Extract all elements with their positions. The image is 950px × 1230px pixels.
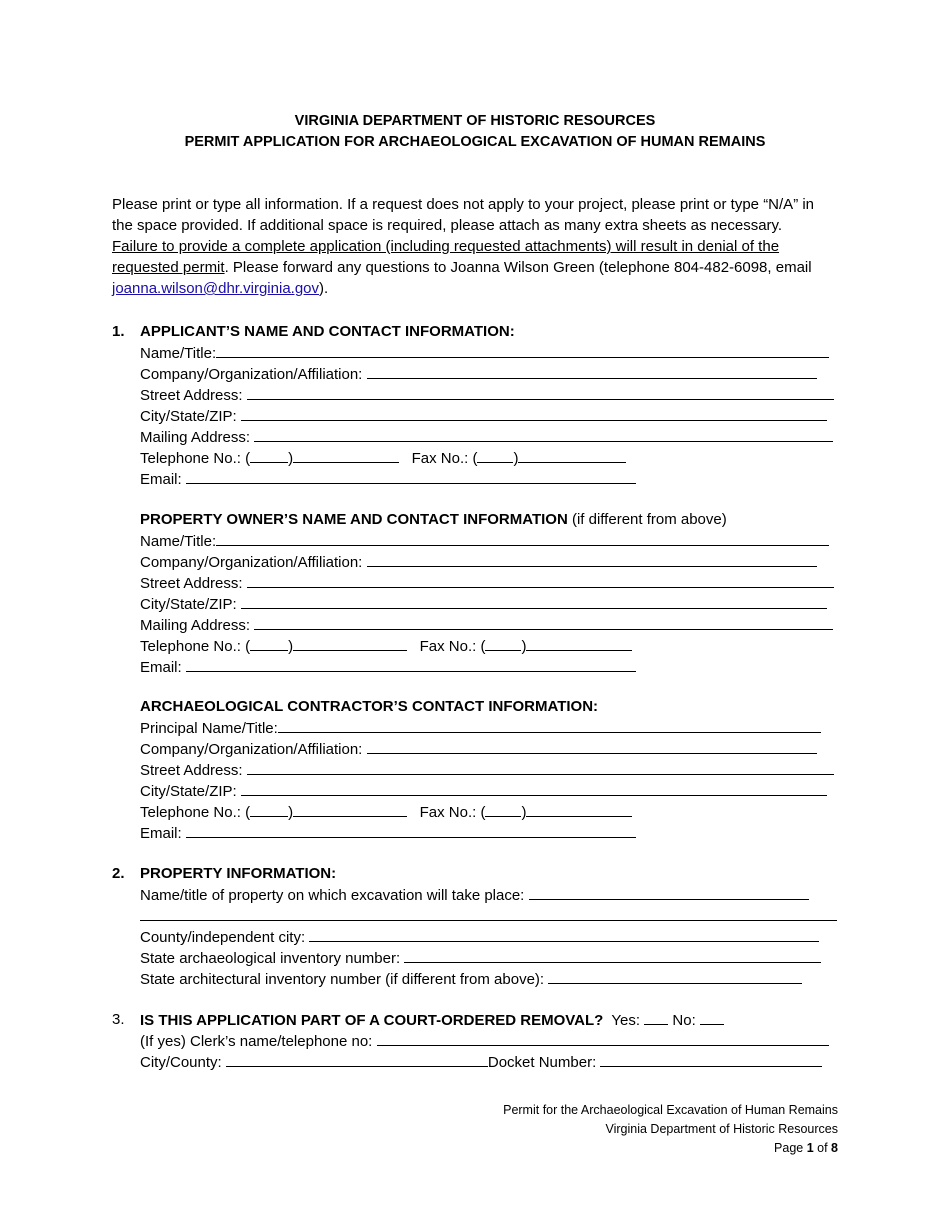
- contractor-phone-area-field[interactable]: [250, 801, 288, 817]
- paren-close: ): [513, 450, 519, 467]
- applicant-name-label: Name/Title:: [140, 345, 217, 362]
- architectural-inventory-field[interactable]: [548, 968, 802, 984]
- owner-heading-row: [140, 509, 727, 530]
- page-footer: [503, 1101, 838, 1158]
- paren-close: ): [288, 804, 294, 821]
- footer-form-name: Permit for the Archaeological Excavation of Human Remains: [503, 1103, 838, 1117]
- owner-city-row: [140, 593, 827, 614]
- city-county-label: City/County:: [140, 1054, 222, 1071]
- instructions-paragraph: [112, 194, 832, 299]
- contractor-fax-area-field[interactable]: [485, 801, 521, 817]
- owner-heading: PROPERTY OWNER’S NAME AND CONTACT INFORMATION: [140, 511, 568, 528]
- paren-close: ): [288, 638, 294, 655]
- owner-phone-label: Telephone No.: (: [140, 638, 251, 655]
- footer-agency: Virginia Department of Historic Resources: [605, 1122, 838, 1136]
- owner-email-label: Email:: [140, 659, 182, 676]
- applicant-fax-field[interactable]: [518, 447, 626, 463]
- applicant-city-label: City/State/ZIP:: [140, 408, 237, 425]
- contractor-fax-label: Fax No.: (: [419, 804, 486, 821]
- contractor-principal-row: [140, 717, 821, 738]
- applicant-name-row: [140, 342, 829, 363]
- owner-fax-area-field[interactable]: [485, 635, 521, 651]
- property-name-row: [140, 884, 809, 905]
- section-1-number: 1.: [112, 323, 125, 340]
- contractor-fax-field[interactable]: [526, 801, 632, 817]
- county-row: [140, 926, 819, 947]
- no-label: No:: [672, 1012, 696, 1029]
- contractor-heading: ARCHAEOLOGICAL CONTRACTOR’S CONTACT INFORMATION:: [140, 698, 599, 715]
- owner-company-row: [140, 551, 817, 572]
- owner-company-field[interactable]: [367, 551, 817, 567]
- contractor-email-row: [140, 822, 636, 843]
- page-total: 8: [831, 1141, 838, 1155]
- page-of: of: [813, 1141, 832, 1155]
- applicant-phone-row: [140, 447, 626, 468]
- paren-close: ): [521, 804, 527, 821]
- county-label: County/independent city:: [140, 929, 306, 946]
- owner-street-label: Street Address:: [140, 575, 243, 592]
- applicant-name-field[interactable]: [216, 342, 829, 358]
- applicant-fax-label: Fax No.: (: [411, 450, 478, 467]
- applicant-company-row: [140, 363, 817, 384]
- property-name-continuation-field[interactable]: [140, 905, 837, 921]
- instructions-text-c: ).: [319, 280, 329, 297]
- owner-city-label: City/State/ZIP:: [140, 596, 237, 613]
- contractor-principal-field[interactable]: [278, 717, 821, 733]
- city-county-field[interactable]: [226, 1051, 488, 1067]
- yes-field[interactable]: [644, 1009, 668, 1025]
- contractor-street-field[interactable]: [247, 759, 834, 775]
- contractor-city-field[interactable]: [241, 780, 827, 796]
- contractor-street-row: [140, 759, 834, 780]
- instructions-warning: Failure to provide a complete application (including requested attachments) will result in denial of the requested permit: [112, 238, 780, 276]
- applicant-phone-label: Telephone No.: (: [140, 450, 251, 467]
- instructions-text-b: . Please forward any questions to Joanna Wilson Green (telephone 804-482-6098, email: [224, 259, 812, 276]
- contractor-phone-field[interactable]: [293, 801, 407, 817]
- owner-name-row: [140, 530, 829, 551]
- applicant-company-field[interactable]: [367, 363, 817, 379]
- applicant-fax-area-field[interactable]: [477, 447, 513, 463]
- county-field[interactable]: [309, 926, 819, 942]
- owner-street-field[interactable]: [247, 572, 834, 588]
- applicant-phone-field[interactable]: [293, 447, 399, 463]
- page-word: Page: [774, 1141, 807, 1155]
- contractor-email-field[interactable]: [186, 822, 636, 838]
- section-2-number: 2.: [112, 865, 125, 882]
- docket-label: Docket Number:: [487, 1054, 597, 1071]
- clerk-label: (If yes) Clerk’s name/telephone no:: [140, 1033, 373, 1050]
- owner-company-label: Company/Organization/Affiliation:: [140, 554, 363, 571]
- property-name-continuation-row: [140, 905, 837, 926]
- property-name-label: Name/title of property on which excavation will take place:: [140, 887, 525, 904]
- owner-street-row: [140, 572, 834, 593]
- contractor-phone-row: [140, 801, 632, 822]
- no-field[interactable]: [700, 1009, 724, 1025]
- applicant-mailing-field[interactable]: [254, 426, 833, 442]
- contractor-street-label: Street Address:: [140, 762, 243, 779]
- applicant-company-label: Company/Organization/Affiliation:: [140, 366, 363, 383]
- page-number: [503, 1139, 838, 1158]
- owner-mailing-label: Mailing Address:: [140, 617, 251, 634]
- contractor-principal-label: Principal Name/Title:: [140, 720, 278, 737]
- paren-close: ): [288, 450, 294, 467]
- owner-phone-row: [140, 635, 632, 656]
- section-1-heading: APPLICANT’S NAME AND CONTACT INFORMATION:: [140, 323, 515, 340]
- docket-row: [140, 1051, 822, 1072]
- owner-fax-label: Fax No.: (: [419, 638, 486, 655]
- owner-email-field[interactable]: [186, 656, 636, 672]
- applicant-mailing-label: Mailing Address:: [140, 429, 251, 446]
- arch-inventory-field[interactable]: [404, 947, 821, 963]
- applicant-mailing-row: [140, 426, 833, 447]
- applicant-phone-area-field[interactable]: [250, 447, 288, 463]
- applicant-email-label: Email:: [140, 471, 182, 488]
- applicant-city-row: [140, 405, 827, 426]
- court-order-row: [140, 1009, 724, 1030]
- architectural-inventory-row: [140, 968, 802, 989]
- contractor-company-label: Company/Organization/Affiliation:: [140, 741, 363, 758]
- arch-inventory-label: State archaeological inventory number:: [140, 950, 401, 967]
- owner-name-field[interactable]: [216, 530, 829, 546]
- applicant-street-row: [140, 384, 834, 405]
- applicant-street-label: Street Address:: [140, 387, 243, 404]
- instructions-text-a: Please print or type all information. If a request does not apply to your project, please print or type “N/A” in the space provided. If additional space is required, please attach as many extra sheets as necessary.: [112, 196, 815, 234]
- contractor-city-row: [140, 780, 827, 801]
- section-3-heading: IS THIS APPLICATION PART OF A COURT-ORDERED REMOVAL?: [140, 1012, 604, 1029]
- applicant-city-field[interactable]: [241, 405, 827, 421]
- section-3-number: 3.: [112, 1011, 125, 1028]
- owner-name-label: Name/Title:: [140, 533, 217, 550]
- page-current: 1: [806, 1141, 814, 1155]
- owner-heading-note: (if different from above): [567, 511, 727, 528]
- clerk-row: [140, 1030, 829, 1051]
- owner-mailing-field[interactable]: [254, 614, 833, 630]
- owner-mailing-row: [140, 614, 833, 635]
- contact-email-link[interactable]: joanna.wilson@dhr.virginia.gov: [112, 280, 320, 297]
- paren-close: ): [521, 638, 527, 655]
- owner-email-row: [140, 656, 636, 677]
- owner-fax-field[interactable]: [526, 635, 632, 651]
- yes-label: Yes:: [611, 1012, 641, 1029]
- agency-title: VIRGINIA DEPARTMENT OF HISTORIC RESOURCES: [294, 113, 656, 129]
- applicant-street-field[interactable]: [247, 384, 834, 400]
- contractor-company-field[interactable]: [367, 738, 817, 754]
- owner-city-field[interactable]: [241, 593, 827, 609]
- contractor-city-label: City/State/ZIP:: [140, 783, 237, 800]
- property-name-field[interactable]: [529, 884, 809, 900]
- architectural-inventory-label: State architectural inventory number (if different from above):: [140, 971, 545, 988]
- contractor-company-row: [140, 738, 817, 759]
- docket-field[interactable]: [600, 1051, 822, 1067]
- owner-phone-area-field[interactable]: [250, 635, 288, 651]
- applicant-email-row: [140, 468, 636, 489]
- form-title: PERMIT APPLICATION FOR ARCHAEOLOGICAL EXCAVATION OF HUMAN REMAINS: [184, 134, 766, 150]
- contractor-email-label: Email:: [140, 825, 182, 842]
- owner-phone-field[interactable]: [293, 635, 407, 651]
- contractor-phone-label: Telephone No.: (: [140, 804, 251, 821]
- applicant-email-field[interactable]: [186, 468, 636, 484]
- clerk-field[interactable]: [377, 1030, 829, 1046]
- section-2-heading: PROPERTY INFORMATION:: [140, 865, 337, 882]
- arch-inventory-row: [140, 947, 821, 968]
